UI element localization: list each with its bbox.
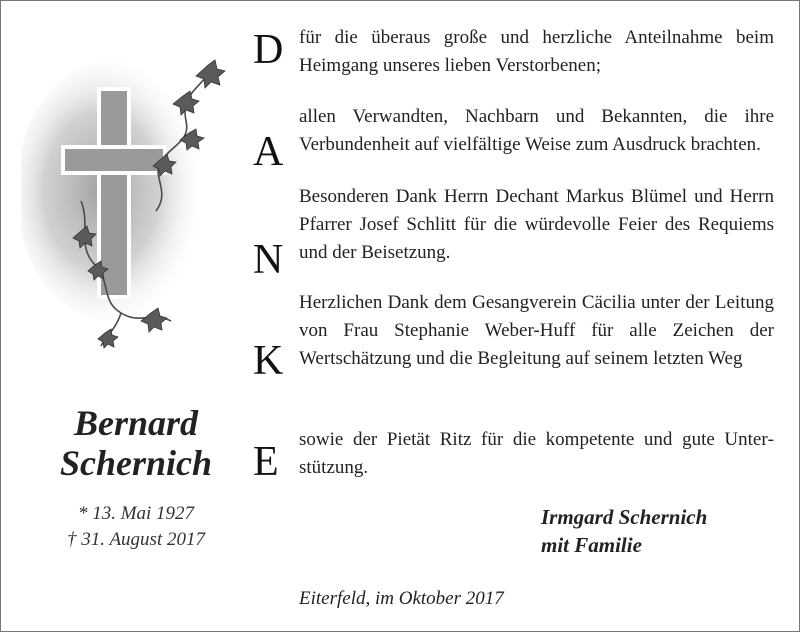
thanks-paragraph-4: Herzlichen Dank dem Gesangverein Cäcilia unter der Leitung von Frau Stephanie Weber-Huff für alle Zeichen der Wertschätzung und die Begleitung auf seinem letzten Weg — [299, 292, 774, 369]
latin-cross-icon — [21, 51, 231, 351]
life-dates — [31, 501, 241, 553]
place-date: Eiterfeld, im Oktober 2017 — [299, 588, 504, 609]
thanks-paragraph-5: sowie der Pietät Ritz für die kompetente und gute Unterstützung. — [299, 429, 774, 478]
signature-line-1: Irmgard Schernich — [541, 505, 708, 529]
acrostic-letter-k: K — [253, 338, 284, 384]
birth-date: * 13. Mai 1927 — [77, 503, 195, 524]
acrostic-letter-n: N — [253, 237, 284, 283]
acrostic-letter-d: D — [253, 27, 284, 73]
signature — [541, 503, 791, 559]
thanks-paragraph-1: für die überaus große und herzliche Anteilnahme beim Heimgang unseres lieben Verstorbenen; — [299, 27, 774, 76]
deceased-last-name: Schernich — [59, 443, 213, 483]
death-date: † 31. August 2017 — [67, 529, 205, 550]
acrostic-letter-e: E — [253, 439, 279, 485]
deceased-name — [31, 403, 241, 483]
thanks-paragraph-3: Besonderen Dank Herrn Dechant Markus Blümel und Herrn Pfarrer Josef Schlitt für die würdevolle Feier des Requiems und der Beisetzung. — [299, 186, 774, 263]
deceased-first-name: Bernard — [73, 403, 199, 443]
thanks-paragraph-2: allen Verwandten, Nachbarn und Bekannten, die ihre Verbundenheit auf vielfältige Weise zum Ausdruck brachten. — [299, 106, 774, 155]
acrostic-letter-a: A — [253, 129, 284, 175]
signature-line-2: mit Familie — [541, 533, 642, 557]
